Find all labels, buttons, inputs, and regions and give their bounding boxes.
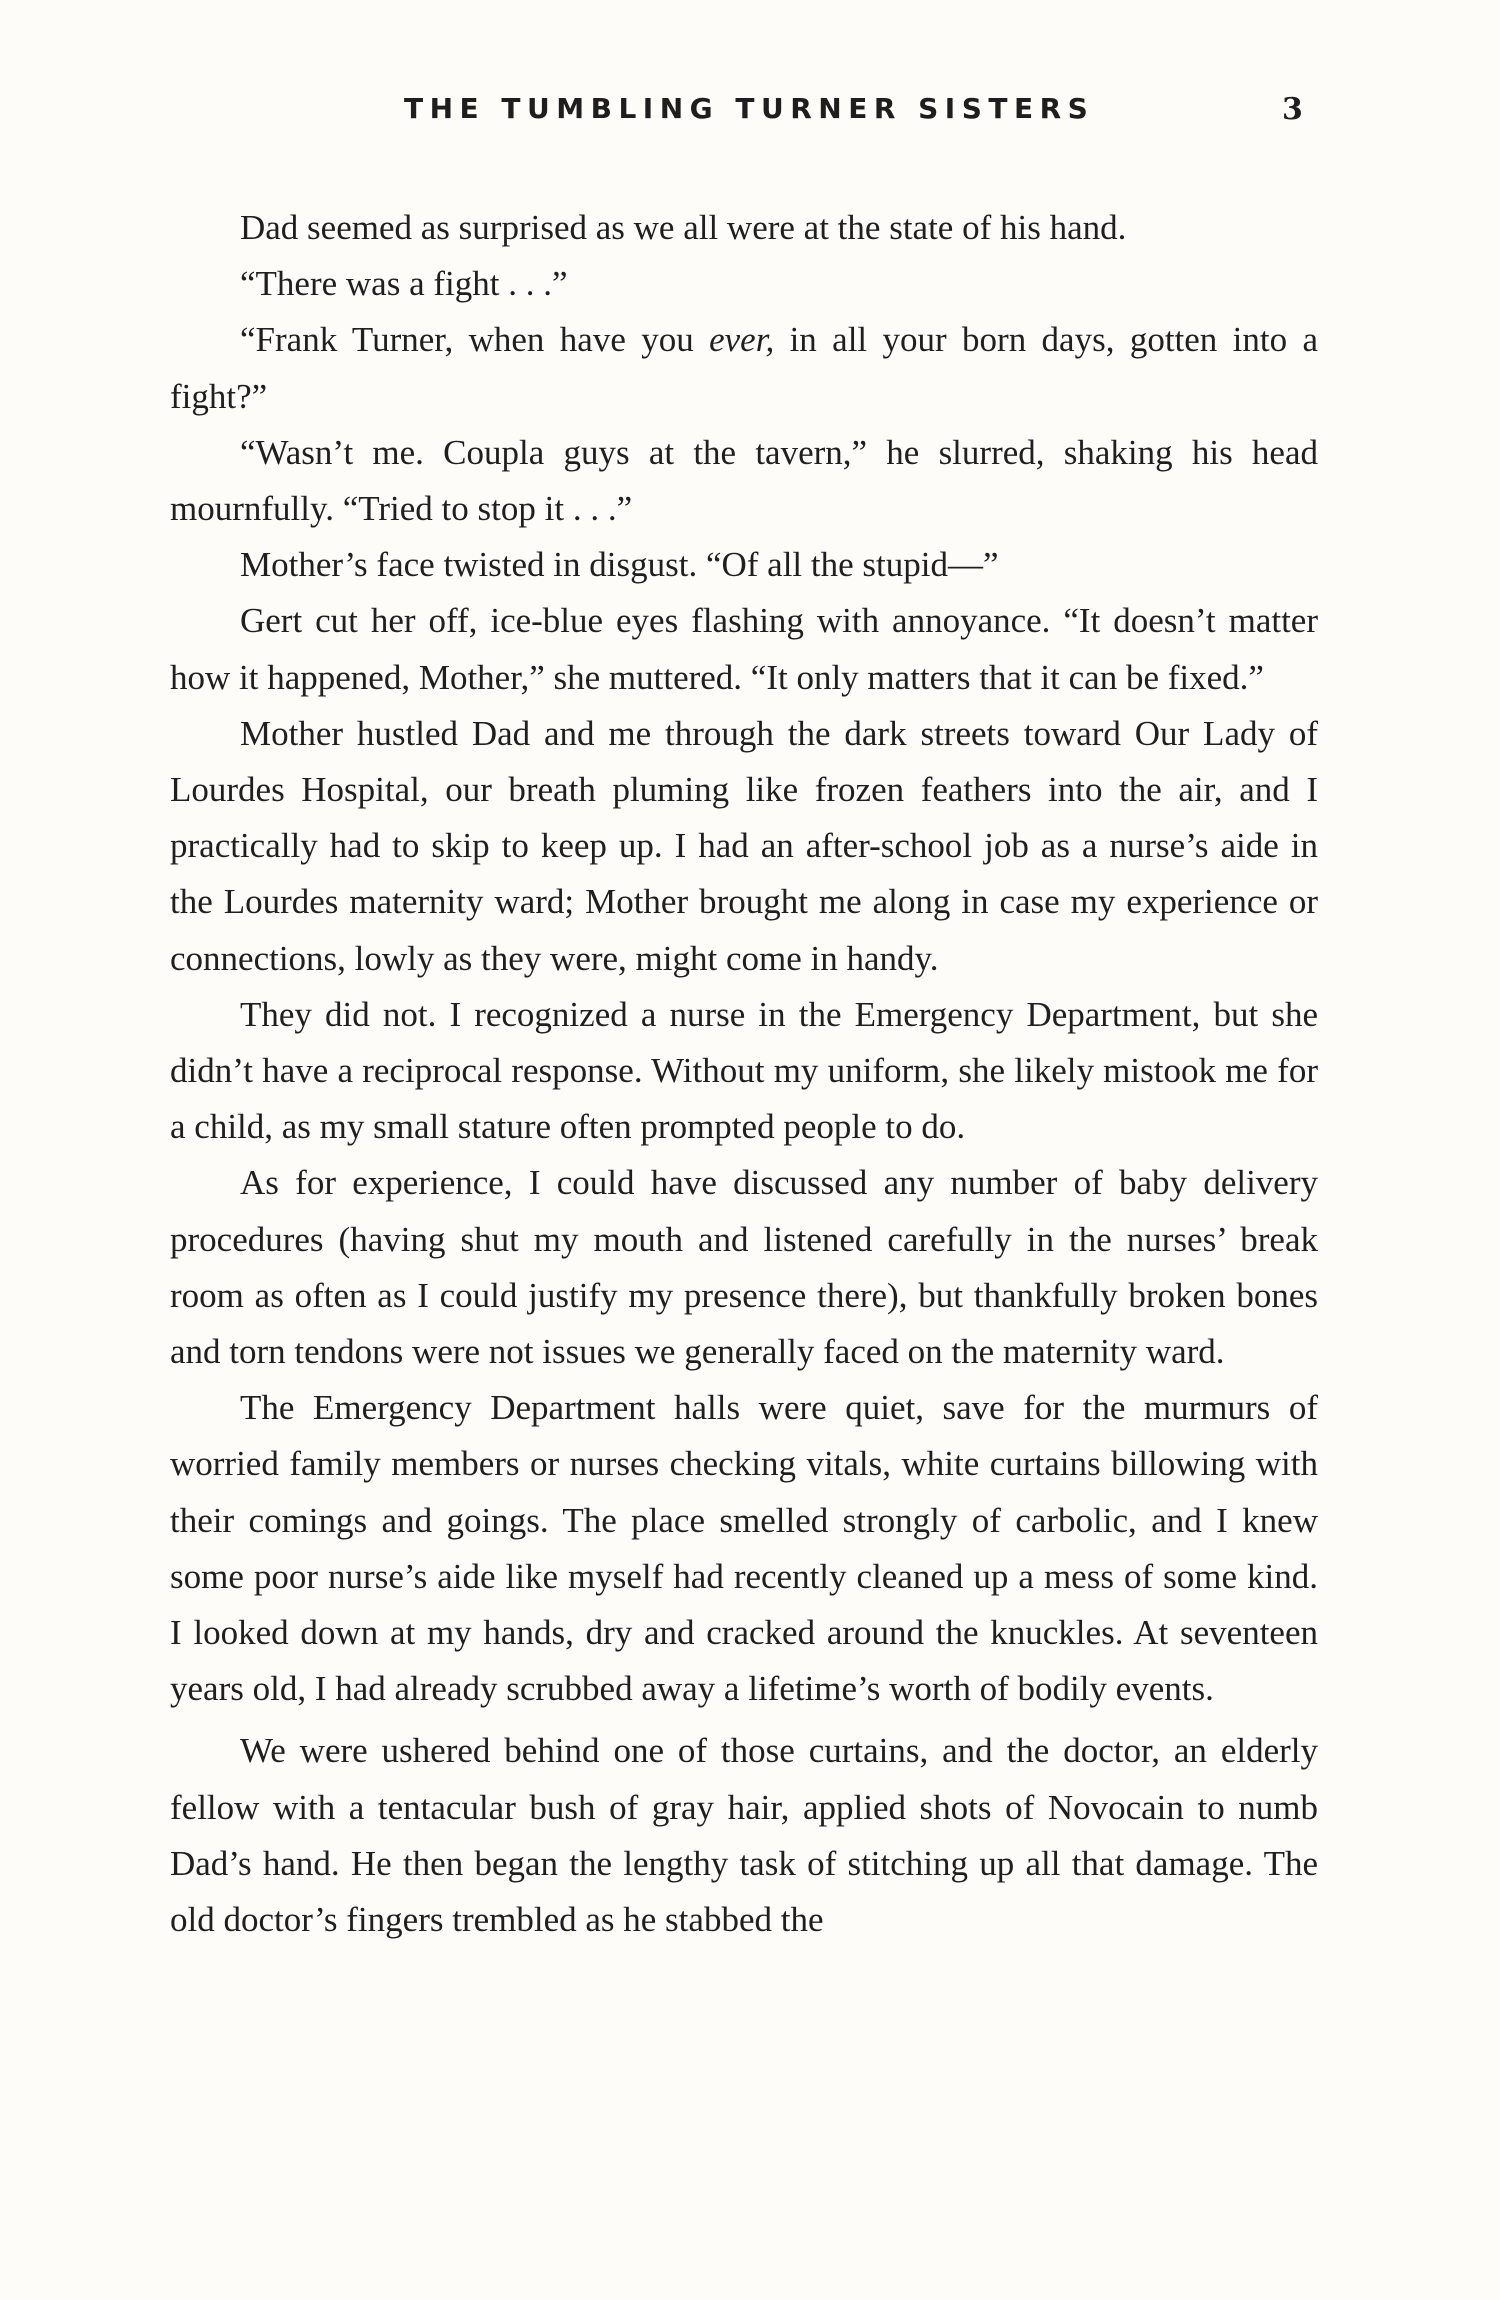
paragraph: Mother hustled Dad and me through the dark streets toward Our Lady of Lourdes Hospital, our breath pluming like frozen feathers into the air, and I practically had to skip to keep up. I had an after-school job as a nurse’s aide in the Lourdes maternity ward; Mother brought me along in case my experience or connections, lowly as they were, might come in handy. [170, 713, 1318, 978]
paragraph: “There was a fight . . .” [240, 264, 568, 304]
paragraph-text: “Frank Turner, when have you [240, 320, 710, 360]
body-text [170, 200, 1318, 1948]
paragraph: Gert cut her off, ice-blue eyes flashing with annoyance. “It doesn’t matter how it happened, Mother,” she muttered. “It only matters that it can be fixed.” [170, 601, 1318, 697]
emphasized-word: ever, [709, 320, 775, 360]
paragraph: Dad seemed as surprised as we all were at the state of his hand. [240, 208, 1127, 247]
paragraph [170, 312, 1318, 424]
paragraph: We were ushered behind one of those curtains, and the doctor, an elderly fellow with a tentacular bush of gray hair, applied shots of Novocain to numb Dad’s hand. He then began the lengthy task of stitching up all that damage. The old doctor’s fingers trembled as he stabbed the [170, 1731, 1318, 1940]
page-number: 3 [1282, 92, 1303, 127]
running-head [0, 92, 1500, 132]
paragraph: They did not. I recognized a nurse in the Emergency Department, but she didn’t have a reciprocal response. Without my uniform, she likely mistook me for a child, as my small stature often prompted people to do. [170, 994, 1318, 1147]
paragraph: The Emergency Department halls were quiet, save for the murmurs of worried family members or nurses checking vitals, white curtains billowing with their comings and goings. The place smelled strongly of carbolic, and I knew some poor nurse’s aide like myself had recently cleaned up a mess of some kind. I looked down at my hands, dry and cracked around the knuckles. At seventeen years old, I had already scrubbed away a lifetime’s worth of bodily events. [170, 1388, 1318, 1709]
paragraph-text: in all your born days, gotten into a fight?” [170, 320, 1319, 416]
paragraph: Mother’s face twisted in disgust. “Of all the stupid—” [240, 545, 999, 585]
paragraph: “Wasn’t me. Coupla guys at the tavern,” he slurred, shaking his head mournfully. “Tried to stop it . . .” [170, 432, 1318, 529]
book-title: THE TUMBLING TURNER SISTERS [404, 92, 1095, 125]
paragraph: As for experience, I could have discussed any number of baby delivery procedures (having shut my mouth and listened carefully in the nurses’ break room as often as I could justify my presence there), but thankfully broken bones and torn tendons were not issues we generally faced on the maternity ward. [170, 1163, 1318, 1372]
